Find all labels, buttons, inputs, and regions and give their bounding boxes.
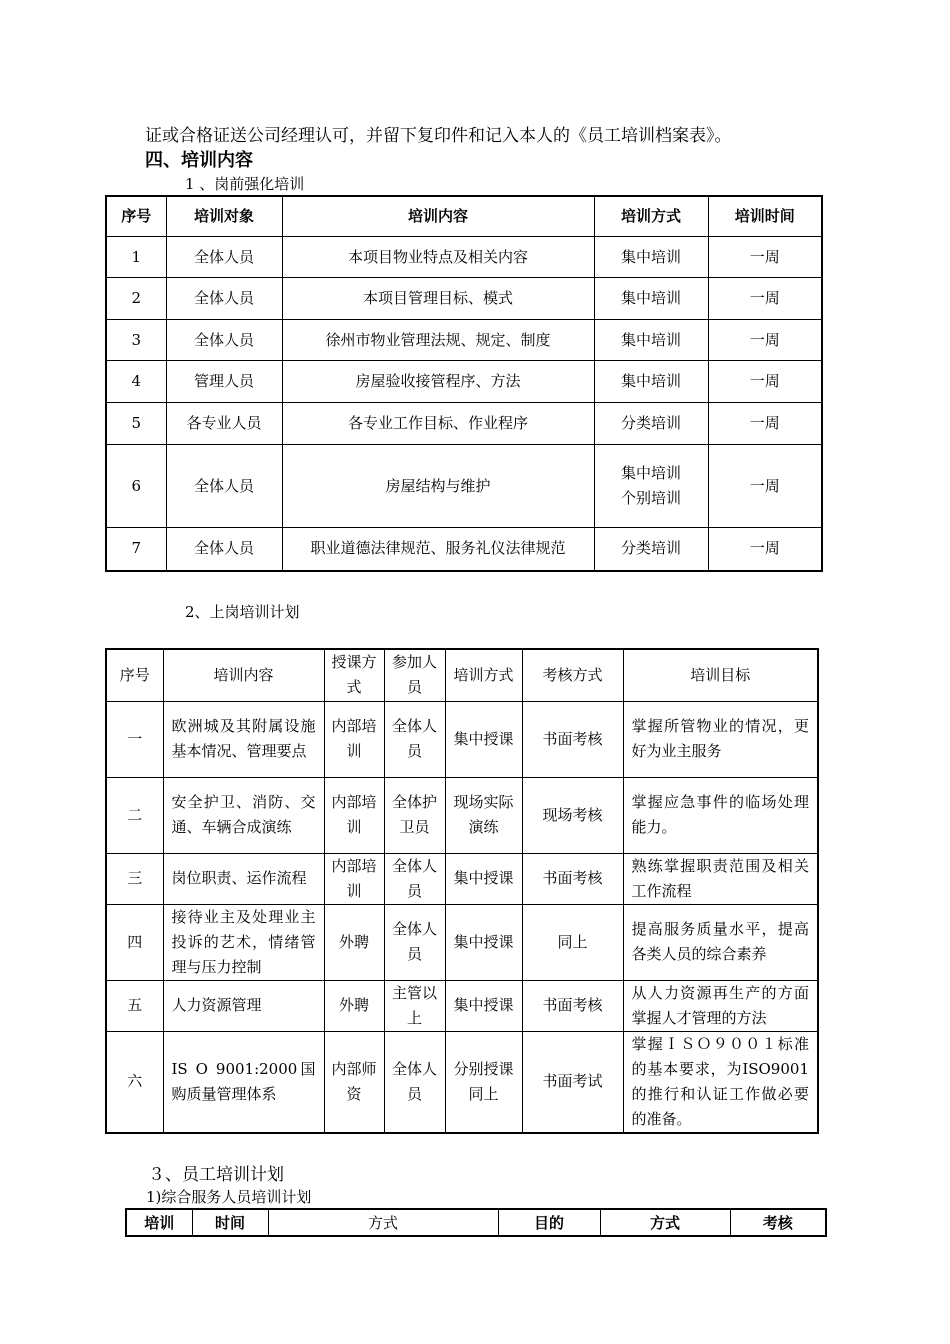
table-cell: 集中授课 — [445, 904, 522, 980]
table-cell: 全体人员 — [384, 1031, 445, 1133]
table-cell: 岗位职责、运作流程 — [163, 853, 324, 904]
header-cell: 目的 — [498, 1209, 600, 1236]
header-cell: 培训时间 — [708, 196, 822, 237]
header-cell: 培训内容 — [163, 649, 324, 701]
table-cell: 四 — [106, 904, 163, 980]
table-cell: 房屋验收接管程序、方法 — [282, 361, 594, 403]
table-row — [106, 361, 822, 403]
table-row — [106, 904, 818, 980]
table-cell: 各专业工作目标、作业程序 — [282, 403, 594, 445]
table-cell: 全体护卫员 — [384, 777, 445, 853]
header-cell: 方式 — [268, 1209, 498, 1236]
table-row — [106, 980, 818, 1031]
table-cell: 4 — [106, 361, 166, 403]
header-cell: 序号 — [106, 196, 166, 237]
table-cell: 一周 — [708, 361, 822, 403]
table-cell: 三 — [106, 853, 163, 904]
table-cell: 提高服务质量水平，提高各类人员的综合素养 — [623, 904, 818, 980]
table-cell: 全体人员 — [384, 701, 445, 777]
table-cell: 一周 — [708, 445, 822, 528]
table-cell: 熟练掌握职责范围及相关工作流程 — [623, 853, 818, 904]
header-cell: 培训方式 — [594, 196, 708, 237]
table-cell: 徐州市物业管理法规、规定、制度 — [282, 320, 594, 361]
table-header-row — [106, 196, 822, 237]
table-header-row — [106, 649, 818, 701]
table-row — [106, 237, 822, 278]
table-cell: 分类培训 — [594, 403, 708, 445]
pre-job-training-table — [105, 195, 823, 572]
table-cell: 内部培训 — [324, 701, 384, 777]
table-cell: 书面考核 — [522, 701, 623, 777]
table-cell: 全体人员 — [384, 904, 445, 980]
table-cell: 六 — [106, 1031, 163, 1133]
table-cell: 一周 — [708, 237, 822, 278]
table-cell: 二 — [106, 777, 163, 853]
staff-training-plan-table — [125, 1208, 827, 1237]
table-cell: 全体人员 — [166, 278, 282, 320]
part3-subtitle: 1)综合服务人员培训计划 — [146, 1188, 312, 1206]
table-row — [106, 1031, 818, 1133]
table-cell: 一周 — [708, 320, 822, 361]
table-cell: 外聘 — [324, 904, 384, 980]
part3-title: ３、员工培训计划 — [148, 1165, 284, 1185]
table-cell: 全体人员 — [166, 445, 282, 528]
table-row — [106, 445, 822, 528]
table-cell: 本项目物业特点及相关内容 — [282, 237, 594, 278]
table-cell: 五 — [106, 980, 163, 1031]
header-cell: 时间 — [192, 1209, 268, 1236]
table-cell: 全体人员 — [166, 320, 282, 361]
table-cell: 房屋结构与维护 — [282, 445, 594, 528]
table-cell: 安全护卫、消防、交通、车辆合成演练 — [163, 777, 324, 853]
table-cell: 本项目管理目标、模式 — [282, 278, 594, 320]
header-cell: 参加人员 — [384, 649, 445, 701]
header-cell: 培训 — [126, 1209, 192, 1236]
table-cell: 同上 — [522, 904, 623, 980]
table-cell: 一周 — [708, 403, 822, 445]
table-cell: 主管以上 — [384, 980, 445, 1031]
table-cell: 掌握所管物业的情况，更好为业主服务 — [623, 701, 818, 777]
header-cell: 培训对象 — [166, 196, 282, 237]
part2-title: 2、上岗培训计划 — [185, 603, 300, 621]
header-cell: 培训内容 — [282, 196, 594, 237]
table-cell: 3 — [106, 320, 166, 361]
table-cell: 书面考试 — [522, 1031, 623, 1133]
header-cell: 考核方式 — [522, 649, 623, 701]
table-cell: 现场考核 — [522, 777, 623, 853]
table-cell: 集中培训 — [594, 361, 708, 403]
table-row — [106, 528, 822, 571]
table-cell: 集中授课 — [445, 701, 522, 777]
table-cell: 1 — [106, 237, 166, 278]
table-row — [106, 278, 822, 320]
table-cell: 6 — [106, 445, 166, 528]
intro-line: 证或合格证送公司经理认可，并留下复印件和记入本人的《员工培训档案表》。 — [145, 126, 732, 146]
header-cell: 方式 — [600, 1209, 730, 1236]
table-row — [106, 403, 822, 445]
header-cell: 序号 — [106, 649, 163, 701]
section-title: 四、培训内容 — [145, 150, 253, 171]
table-cell: 一 — [106, 701, 163, 777]
on-job-training-table — [105, 648, 819, 1134]
table-cell: 人力资源管理 — [163, 980, 324, 1031]
table-cell: 内部师资 — [324, 1031, 384, 1133]
part1-title: 1 、岗前强化培训 — [185, 175, 305, 193]
table-cell: 集中授课 — [445, 853, 522, 904]
header-cell: 授课方式 — [324, 649, 384, 701]
table-cell: 外聘 — [324, 980, 384, 1031]
table-cell: 5 — [106, 403, 166, 445]
table-cell: 接待业主及处理业主投诉的艺术，情绪管理与压力控制 — [163, 904, 324, 980]
table-cell: 集中培训 — [594, 237, 708, 278]
table-cell: 职业道德法律规范、服务礼仪法律规范 — [282, 528, 594, 571]
table-row — [106, 701, 818, 777]
table-cell: 集中培训 个别培训 — [594, 445, 708, 528]
table-cell: 全体人员 — [384, 853, 445, 904]
table-row — [106, 853, 818, 904]
table-cell: 集中培训 — [594, 320, 708, 361]
table-cell: 管理人员 — [166, 361, 282, 403]
table-cell: 掌握ＩＳＯ９００１标准的基本要求，为ISO9001的推行和认证工作做必要的准备。 — [623, 1031, 818, 1133]
table-cell: IS O 9001:2000国购质量管理体系 — [163, 1031, 324, 1133]
table-row — [106, 320, 822, 361]
header-cell: 培训目标 — [623, 649, 818, 701]
table-cell: 集中授课 — [445, 980, 522, 1031]
table-header-row — [126, 1209, 826, 1236]
table-cell: 全体人员 — [166, 528, 282, 571]
header-cell: 考核 — [730, 1209, 826, 1236]
table-cell: 一周 — [708, 528, 822, 571]
table-cell: 从人力资源再生产的方面掌握人才管理的方法 — [623, 980, 818, 1031]
table-cell: 分别授课同上 — [445, 1031, 522, 1133]
table-cell: 欧洲城及其附属设施基本情况、管理要点 — [163, 701, 324, 777]
header-cell: 培训方式 — [445, 649, 522, 701]
table-cell: 现场实际演练 — [445, 777, 522, 853]
table-cell: 书面考核 — [522, 853, 623, 904]
table-cell: 各专业人员 — [166, 403, 282, 445]
table-cell: 掌握应急事件的临场处理能力。 — [623, 777, 818, 853]
table-cell: 内部培训 — [324, 853, 384, 904]
table-cell: 集中培训 — [594, 278, 708, 320]
table-cell: 分类培训 — [594, 528, 708, 571]
table-cell: 内部培训 — [324, 777, 384, 853]
table-cell: 一周 — [708, 278, 822, 320]
table-cell: 全体人员 — [166, 237, 282, 278]
table-cell: 7 — [106, 528, 166, 571]
table-cell: 书面考核 — [522, 980, 623, 1031]
table-cell: 2 — [106, 278, 166, 320]
table-row — [106, 777, 818, 853]
